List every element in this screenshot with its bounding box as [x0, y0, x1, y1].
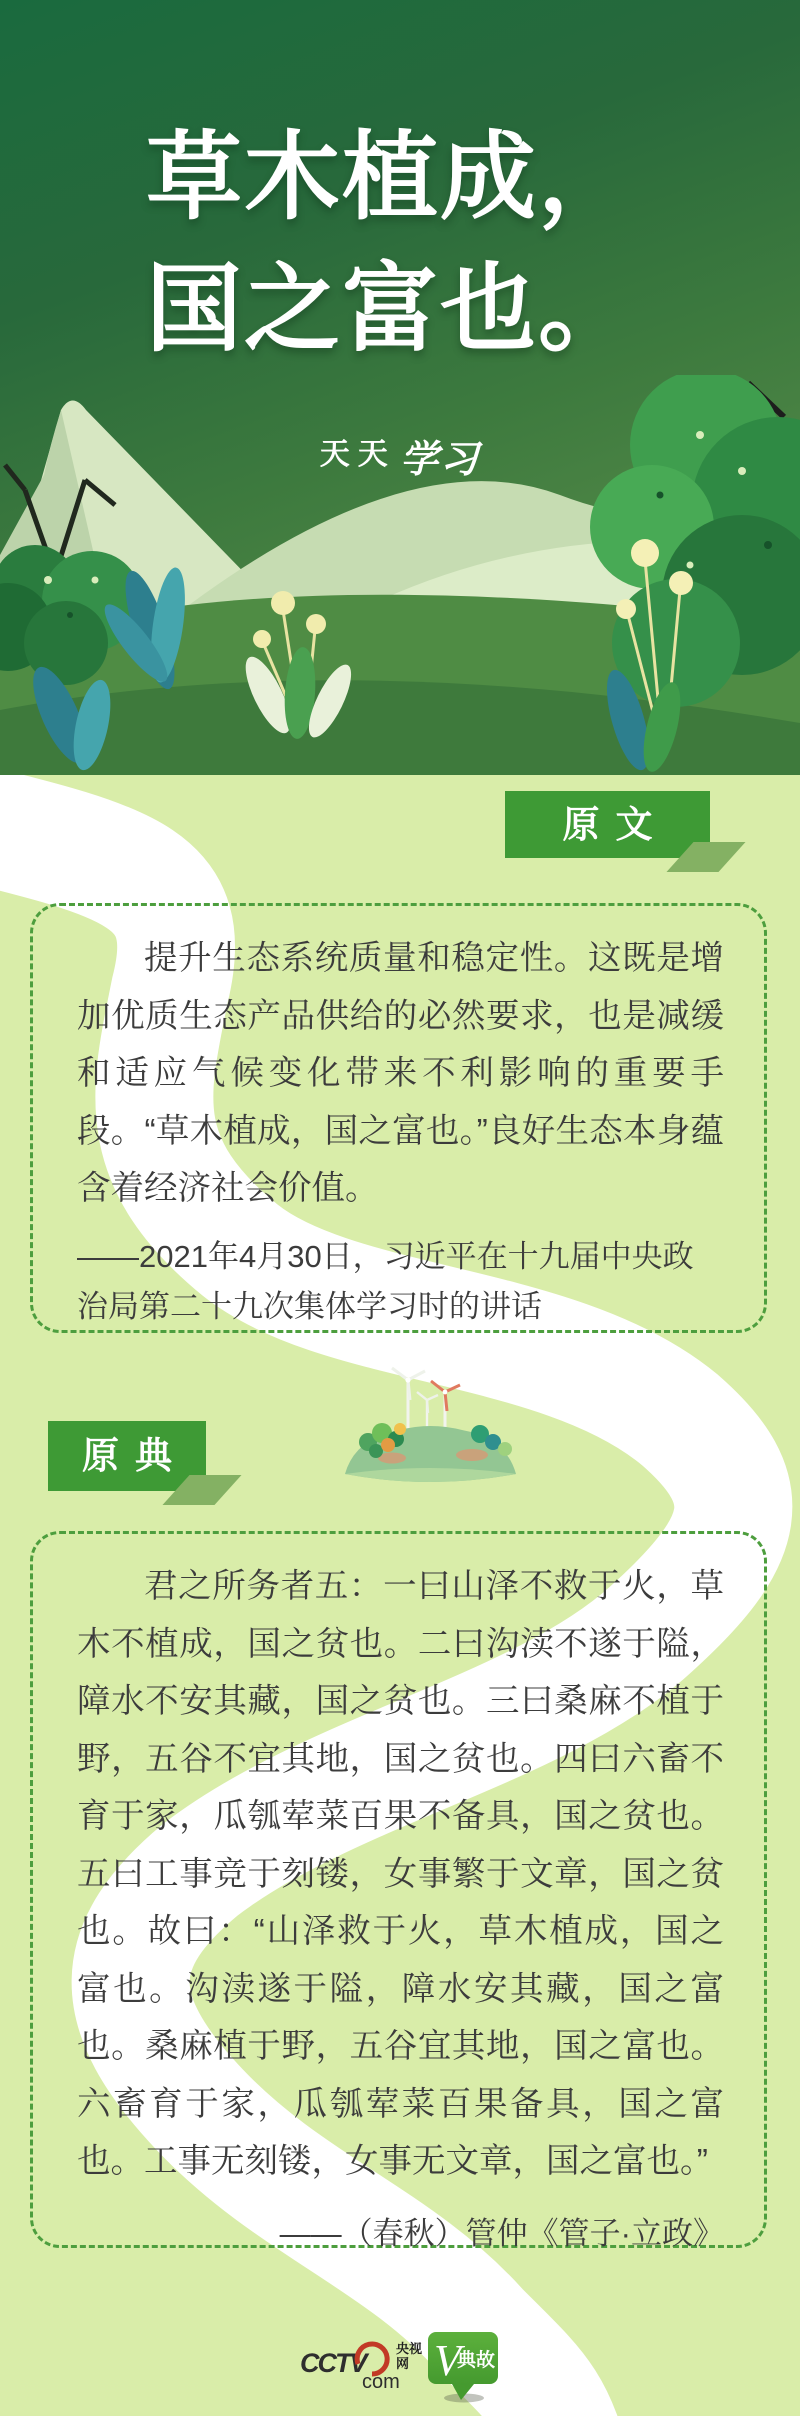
page-title: [146, 112, 636, 376]
tiantian-xuexi-logo: [0, 428, 800, 483]
cctv-footer-logo: [300, 2328, 500, 2404]
badge-diangu-text: 典故: [457, 2350, 496, 2371]
yuandian-badge: 原典: [48, 1421, 206, 1491]
v-diangu-badge: [428, 2332, 498, 2403]
title-line-2: 国之富也。: [146, 256, 636, 363]
title-line-1: 草木植成，: [146, 124, 636, 231]
site-name-row2: 网: [396, 2356, 410, 2371]
yuanwen-quote-box: [30, 903, 767, 1333]
site-name-row1: 央视: [396, 2341, 423, 2356]
right-bush: [590, 375, 800, 707]
cctv-wordmark: CCTV: [300, 2348, 366, 2378]
wind-turbine-hill-illustration: [330, 1362, 530, 1490]
yuanwen-paragraph: 提升生态系统质量和稳定性。这既是增加优质生态产品供给的必然要求，也是减缓和适应气候变化带来不利影响的重要手段。“草木植成，国之富也。”良好生态本身蕴含着经济社会价值。: [77, 940, 724, 1207]
logo-script-text: 学习: [400, 436, 481, 481]
yuanwen-attribution: ——2021年4月30日，习近平在十九届中央政治局第二十九次集体学习时的讲话: [77, 1238, 694, 1324]
logo-prefix-text: 天天: [319, 438, 396, 471]
badge-v-letter: V: [434, 2336, 461, 2385]
yuandian-attribution: ——（春秋）管仲《管子·立政》: [279, 2215, 724, 2251]
cctv-com-text: com: [362, 2371, 400, 2393]
yuandian-quote-box: [30, 1531, 767, 2251]
green-mound: [345, 1423, 516, 1482]
yuandian-paragraph: 君之所务者五：一曰山泽不救于火，草木不植成，国之贫也。二曰沟渎不遂于隘，障水不安其藏，国之贫也。三曰桑麻不植于野，五谷不宜其地，国之贫也。四曰六畜不育于家，瓜瓠荤菜百果不备具，国之贫也。五曰工事竞于刻镂，女事繁于文章，国之贫也。故曰：“山泽救于火，草木植成，国之富也。沟渎遂于隘，障水安其藏，国之富也。桑麻植于野，五谷宜其地，国之富也。六畜育于家，瓜瓠荤菜百果备具，国之富也。工事无刻镂，女事无文章，国之富也。”: [77, 1568, 724, 2180]
yuanwen-badge: 原文: [505, 791, 710, 858]
hero-section: [0, 0, 800, 775]
